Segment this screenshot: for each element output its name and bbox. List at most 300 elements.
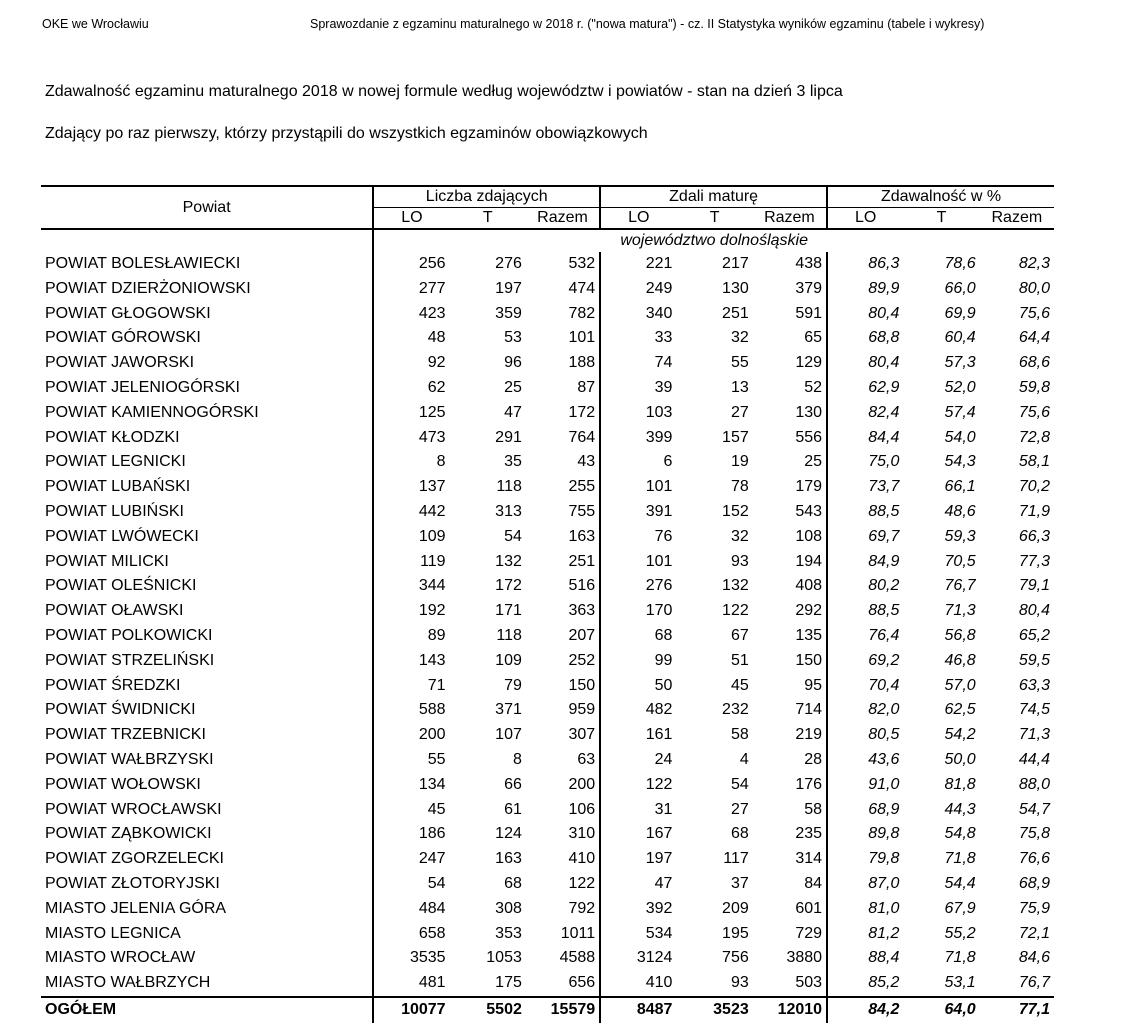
row-value: 78,6 (944, 255, 976, 272)
table-row (41, 277, 1054, 302)
row-value: 59,5 (1018, 651, 1050, 669)
row-name: POWIAT ZŁOTORYJSKI (45, 874, 220, 892)
row-value: 47 (600, 872, 676, 897)
row-name: POWIAT GÓROWSKI (45, 329, 201, 347)
row-value: 58 (804, 800, 823, 818)
row-value: 108 (795, 527, 823, 545)
row-value: 47 (504, 403, 522, 421)
row-value: 392 (600, 897, 676, 922)
row-value: 130 (795, 403, 823, 421)
row-value: 959 (568, 701, 596, 719)
row-value: 45 (730, 676, 749, 694)
row-value: 601 (795, 899, 823, 917)
row-value: 88,5 (827, 599, 903, 624)
row-value: 68 (504, 874, 522, 892)
row-value: 209 (722, 899, 749, 917)
row-value: 534 (600, 922, 676, 947)
row-value: 54,3 (944, 453, 976, 471)
table-row (41, 847, 1054, 872)
row-name: POWIAT LEGNICKI (45, 453, 186, 471)
row-value: 96 (504, 354, 522, 372)
row-value: 31 (600, 798, 676, 823)
row-value: 4 (739, 750, 749, 768)
row-value: 1053 (486, 949, 522, 967)
row-value: 591 (795, 304, 823, 322)
row-value: 55 (373, 748, 449, 773)
row-value: 167 (600, 822, 676, 847)
row-value: 391 (600, 500, 676, 525)
row-value: 48 (373, 326, 449, 351)
row-value: 81,0 (827, 897, 903, 922)
row-value: 1011 (560, 924, 596, 942)
row-value: 359 (495, 304, 522, 322)
row-value: 200 (568, 775, 596, 793)
row-value: 75,6 (1018, 304, 1050, 322)
row-value: 88,0 (1018, 775, 1050, 793)
row-value: 109 (495, 651, 522, 669)
row-value: 72,1 (1018, 924, 1050, 942)
row-value: 84,6 (1018, 949, 1050, 967)
row-name: POWIAT GŁOGOWSKI (45, 304, 211, 322)
table-row (41, 872, 1054, 897)
row-value: 484 (373, 897, 449, 922)
row-value: 80,4 (827, 302, 903, 327)
table-row (41, 748, 1054, 773)
row-value: 69,7 (827, 525, 903, 550)
row-value: 119 (373, 550, 449, 575)
row-value: 6 (600, 450, 676, 475)
table-row (41, 897, 1054, 922)
row-value: 200 (373, 723, 449, 748)
row-value: 3124 (600, 946, 676, 971)
row-value: 176 (795, 775, 823, 793)
row-value: 32 (730, 527, 749, 545)
row-value: 19 (730, 453, 749, 471)
row-value: 27 (730, 403, 749, 421)
row-value: 171 (495, 602, 522, 620)
row-value: 252 (568, 651, 596, 669)
row-value: 71 (373, 674, 449, 699)
table-row (41, 550, 1054, 575)
row-name: MIASTO JELENIA GÓRA (45, 899, 227, 917)
row-value: 714 (795, 701, 823, 719)
row-value: 107 (495, 726, 522, 744)
row-value: 276 (495, 255, 522, 272)
row-value: 251 (568, 552, 596, 570)
table-row (41, 649, 1054, 674)
row-value: 353 (495, 924, 522, 942)
row-value: 76,6 (1018, 850, 1050, 868)
row-value: 247 (373, 847, 449, 872)
row-value: 52,0 (944, 378, 976, 396)
group-header-zdali: Zdali maturę (600, 186, 827, 208)
table-row (41, 946, 1054, 971)
row-value: 379 (795, 279, 823, 297)
row-value: 291 (495, 428, 522, 446)
row-value: 137 (373, 475, 449, 500)
row-value: 71,8 (944, 949, 976, 967)
row-value: 179 (795, 478, 823, 496)
page-title: Zdawalność egzaminu maturalnego 2018 w nowej formule według województw i powiatów - stan na dzień 3 lipca (45, 83, 843, 100)
group-header-zdawalnosc: Zdawalność w % (827, 186, 1054, 208)
row-value: 122 (722, 602, 749, 620)
table-row (41, 922, 1054, 947)
row-name: POWIAT STRZELIŃSKI (45, 651, 215, 669)
row-value: 588 (373, 698, 449, 723)
row-value: 172 (495, 577, 522, 595)
row-value: 764 (568, 428, 596, 446)
row-value: 74,5 (1018, 701, 1050, 719)
row-name: MIASTO WROCŁAW (45, 949, 196, 967)
row-value: 80,0 (1018, 279, 1050, 297)
row-value: 219 (795, 726, 823, 744)
row-value: 79 (504, 676, 522, 694)
row-value: 175 (495, 974, 522, 992)
row-value: 56,8 (944, 626, 976, 644)
row-value: 10077 (373, 997, 449, 1023)
row-value: 12010 (753, 997, 827, 1023)
table-row (41, 475, 1054, 500)
row-value: 88,5 (827, 500, 903, 525)
row-name: OGÓŁEM (41, 997, 373, 1023)
row-value: 81,2 (827, 922, 903, 947)
row-value: 52 (804, 378, 823, 396)
voivodeship-label: województwo dolnośląskie (373, 229, 1054, 252)
total-row (41, 997, 1054, 1023)
row-value: 71,9 (1018, 502, 1050, 520)
row-value: 8 (373, 450, 449, 475)
row-value: 88,4 (827, 946, 903, 971)
row-value: 163 (495, 850, 522, 868)
row-value: 77,3 (1018, 552, 1050, 570)
row-value: 70,4 (827, 674, 903, 699)
row-value: 251 (722, 304, 749, 322)
row-value: 101 (600, 550, 676, 575)
row-value: 103 (600, 401, 676, 426)
row-value: 53 (504, 329, 522, 347)
row-name: POWIAT TRZEBNICKI (45, 726, 206, 744)
sub-header-t: T (450, 208, 526, 230)
row-value: 62,5 (944, 701, 976, 719)
row-value: 76,7 (1018, 974, 1050, 992)
sub-header-lo: LO (827, 208, 903, 230)
table-row (41, 723, 1054, 748)
row-value: 80,5 (827, 723, 903, 748)
row-value: 69,2 (827, 649, 903, 674)
row-value: 44,3 (944, 800, 976, 818)
row-value: 66,1 (944, 478, 976, 496)
row-value: 129 (795, 354, 823, 372)
row-value: 150 (568, 676, 596, 694)
row-value: 65,2 (1018, 626, 1050, 644)
row-value: 70,5 (944, 552, 976, 570)
row-value: 54 (373, 872, 449, 897)
sub-header-t: T (676, 208, 752, 230)
row-value: 408 (795, 577, 823, 595)
row-value: 89 (373, 624, 449, 649)
table-row (41, 401, 1054, 426)
row-value: 66 (504, 775, 522, 793)
row-value: 53,1 (944, 974, 976, 992)
table-row (41, 674, 1054, 699)
row-value: 57,3 (944, 354, 976, 372)
row-value: 556 (795, 428, 823, 446)
row-value: 217 (722, 255, 749, 272)
row-value: 106 (568, 800, 596, 818)
row-value: 79,1 (1018, 577, 1050, 595)
row-value: 13 (730, 378, 749, 396)
row-value: 101 (600, 475, 676, 500)
sub-header-t: T (903, 208, 979, 230)
row-value: 89,9 (827, 277, 903, 302)
row-value: 75,6 (1018, 403, 1050, 421)
row-value: 130 (722, 279, 749, 297)
row-value: 75,8 (1018, 825, 1050, 843)
row-value: 8487 (600, 997, 676, 1023)
row-value: 54,0 (944, 428, 976, 446)
row-value: 54,4 (944, 874, 976, 892)
row-value: 33 (600, 326, 676, 351)
table-row (41, 351, 1054, 376)
row-value: 75,0 (827, 450, 903, 475)
row-value: 68,9 (827, 798, 903, 823)
sub-header-lo: LO (600, 208, 676, 230)
row-name: POWIAT KAMIENNOGÓRSKI (45, 403, 259, 421)
row-value: 43 (577, 453, 596, 471)
row-value: 55,2 (944, 924, 976, 942)
row-value: 50,0 (944, 750, 976, 768)
row-value: 76 (600, 525, 676, 550)
row-name: POWIAT WROCŁAWSKI (45, 800, 222, 818)
row-value: 117 (723, 850, 749, 868)
row-value: 68 (600, 624, 676, 649)
row-value: 474 (568, 279, 596, 297)
row-value: 4588 (559, 949, 596, 967)
row-value: 124 (495, 825, 522, 843)
row-value: 59,3 (944, 527, 976, 545)
row-value: 62 (373, 376, 449, 401)
row-value: 3880 (786, 949, 823, 967)
row-value: 84 (804, 874, 823, 892)
row-value: 310 (568, 825, 596, 843)
row-value: 399 (600, 426, 676, 451)
row-value: 64,0 (903, 997, 979, 1023)
row-value: 32 (730, 329, 749, 347)
row-value: 71,3 (944, 602, 976, 620)
row-name: POWIAT POLKOWICKI (45, 626, 213, 644)
row-value: 313 (495, 502, 522, 520)
row-value: 81,8 (944, 775, 976, 793)
row-value: 25 (804, 453, 823, 471)
row-name: POWIAT KŁODZKI (45, 428, 180, 446)
row-value: 292 (795, 602, 823, 620)
row-value: 35 (504, 453, 522, 471)
row-value: 89,8 (827, 822, 903, 847)
row-value: 28 (804, 750, 823, 768)
row-value: 66,0 (944, 279, 976, 297)
row-value: 84,4 (827, 426, 903, 451)
row-value: 656 (568, 974, 596, 992)
row-value: 78 (730, 478, 749, 496)
row-value: 58 (730, 726, 749, 744)
row-value: 82,0 (827, 698, 903, 723)
table-row (41, 773, 1054, 798)
row-value: 186 (373, 822, 449, 847)
row-value: 87 (577, 378, 596, 396)
row-value: 473 (373, 426, 449, 451)
row-value: 161 (600, 723, 676, 748)
header-left: OKE we Wrocławiu (42, 17, 149, 31)
row-value: 44,4 (1018, 750, 1050, 768)
row-value: 503 (795, 974, 823, 992)
row-value: 64,4 (1018, 329, 1050, 347)
row-value: 132 (495, 552, 522, 570)
row-value: 82,3 (1018, 255, 1050, 272)
row-value: 27 (730, 800, 749, 818)
row-value: 792 (568, 899, 596, 917)
row-name: POWIAT BOLESŁAWIECKI (45, 255, 241, 272)
row-value: 344 (373, 574, 449, 599)
row-value: 172 (568, 403, 596, 421)
sub-header-razem: Razem (980, 208, 1054, 230)
table-row (41, 500, 1054, 525)
table-row (41, 599, 1054, 624)
row-value: 51 (730, 651, 749, 669)
row-value: 62,9 (827, 376, 903, 401)
table-row (41, 574, 1054, 599)
table-row (41, 302, 1054, 327)
row-value: 15579 (526, 997, 600, 1023)
row-value: 24 (600, 748, 676, 773)
row-name: POWIAT MILICKI (45, 552, 169, 570)
row-value: 101 (568, 329, 596, 347)
sub-header-razem: Razem (753, 208, 827, 230)
table-row (41, 450, 1054, 475)
row-value: 70,2 (1018, 478, 1050, 496)
table-row (41, 525, 1054, 550)
row-value: 308 (495, 899, 522, 917)
row-value: 54,8 (944, 825, 976, 843)
row-value: 543 (795, 502, 823, 520)
row-value: 58,1 (1018, 453, 1050, 471)
row-value: 63,3 (1018, 676, 1050, 694)
row-name: POWIAT OŁAWSKI (45, 602, 184, 620)
row-value: 122 (600, 773, 676, 798)
row-value: 69,9 (944, 304, 976, 322)
row-value: 8 (512, 750, 522, 768)
row-value: 232 (722, 701, 749, 719)
row-value: 80,2 (827, 574, 903, 599)
row-value: 371 (495, 701, 522, 719)
row-value: 194 (795, 552, 823, 570)
row-value: 68,8 (827, 326, 903, 351)
row-name: POWIAT OLEŚNICKI (45, 577, 197, 595)
row-value: 57,4 (944, 403, 976, 421)
row-value: 84,9 (827, 550, 903, 575)
row-value: 122 (568, 874, 596, 892)
row-value: 307 (568, 726, 596, 744)
row-value: 134 (373, 773, 449, 798)
row-value: 170 (600, 599, 676, 624)
row-value: 93 (730, 552, 749, 570)
row-value: 516 (568, 577, 596, 595)
row-value: 39 (600, 376, 676, 401)
row-value: 63 (577, 750, 596, 768)
row-value: 54,2 (944, 726, 976, 744)
row-name: POWIAT WAŁBRZYSKI (45, 750, 214, 768)
row-value: 109 (373, 525, 449, 550)
row-value: 37 (730, 874, 749, 892)
results-table (41, 185, 1054, 1023)
row-value: 48,6 (944, 502, 976, 520)
row-value: 423 (373, 302, 449, 327)
row-value: 782 (568, 304, 596, 322)
row-name: POWIAT ŚWIDNICKI (45, 701, 196, 719)
table-row (41, 624, 1054, 649)
row-value: 67 (730, 626, 749, 644)
row-value: 314 (795, 850, 823, 868)
row-value: 132 (722, 577, 749, 595)
row-value: 207 (568, 626, 596, 644)
sub-header-lo: LO (373, 208, 449, 230)
row-value: 249 (600, 277, 676, 302)
row-value: 68 (730, 825, 749, 843)
row-name: POWIAT JELENIOGÓRSKI (45, 378, 240, 396)
row-value: 87,0 (827, 872, 903, 897)
row-value: 192 (373, 599, 449, 624)
row-value: 143 (373, 649, 449, 674)
row-name: POWIAT ZGORZELECKI (45, 850, 224, 868)
row-value: 46,8 (944, 651, 976, 669)
row-value: 125 (373, 401, 449, 426)
row-name: POWIAT ŚREDZKI (45, 676, 181, 694)
row-value: 135 (795, 626, 823, 644)
row-name: POWIAT WOŁOWSKI (45, 775, 201, 793)
row-value: 93 (730, 974, 749, 992)
row-value: 363 (568, 602, 596, 620)
row-value: 5502 (450, 997, 526, 1023)
col-header-powiat: Powiat (41, 186, 373, 229)
row-value: 150 (795, 651, 823, 669)
row-value: 55 (730, 354, 749, 372)
row-value: 410 (600, 971, 676, 997)
row-name: POWIAT LUBIŃSKI (45, 502, 184, 520)
row-value: 188 (568, 354, 596, 372)
row-value: 80,4 (827, 351, 903, 376)
row-value: 118 (496, 626, 522, 644)
row-value: 74 (600, 351, 676, 376)
row-value: 80,4 (1018, 602, 1050, 620)
row-value: 54,7 (1018, 800, 1050, 818)
row-value: 481 (373, 971, 449, 997)
row-name: POWIAT ZĄBKOWICKI (45, 825, 212, 843)
row-value: 85,2 (827, 971, 903, 997)
row-value: 756 (722, 949, 749, 967)
row-value: 67,9 (944, 899, 976, 917)
table-row (41, 971, 1054, 997)
row-value: 43,6 (827, 748, 903, 773)
row-value: 410 (568, 850, 596, 868)
row-value: 3535 (373, 946, 449, 971)
row-value: 152 (722, 502, 749, 520)
row-value: 3523 (676, 997, 752, 1023)
row-value: 45 (373, 798, 449, 823)
row-value: 92 (373, 351, 449, 376)
voivodeship-row (41, 229, 1054, 252)
table-row (41, 822, 1054, 847)
row-value: 118 (496, 478, 522, 496)
row-value: 91,0 (827, 773, 903, 798)
